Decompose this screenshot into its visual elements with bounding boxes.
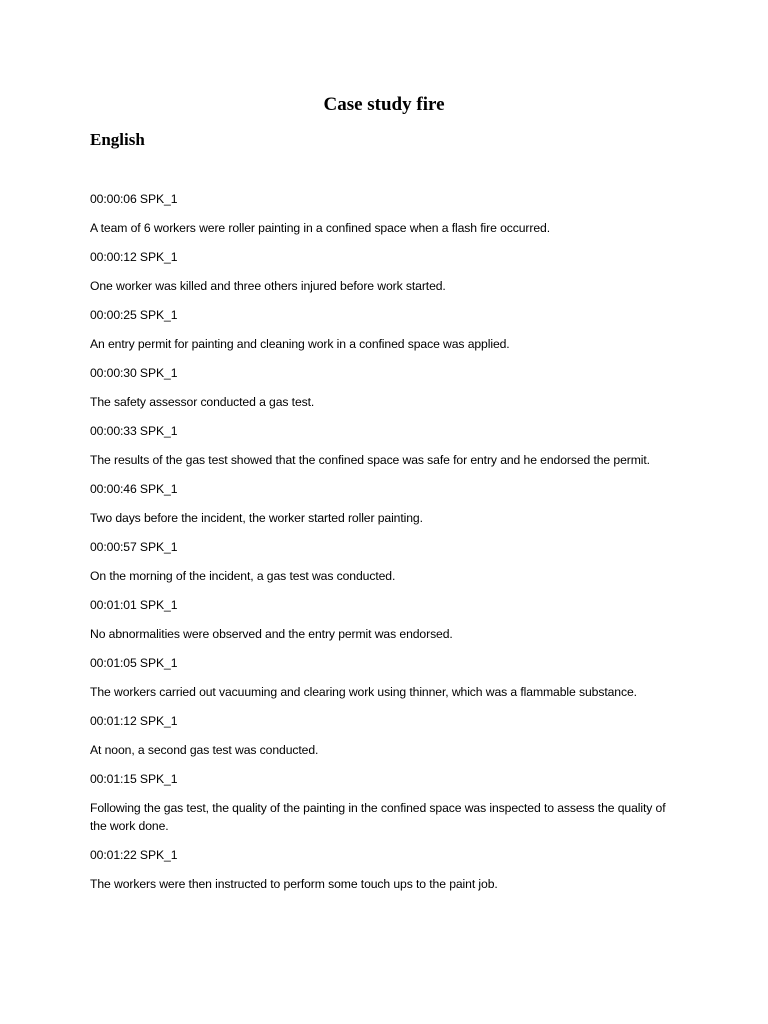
language-heading: English bbox=[90, 130, 145, 149]
transcript-entry bbox=[90, 846, 680, 893]
entry-text: Two days before the incident, the worker started roller painting. bbox=[90, 511, 423, 525]
entry-timestamp: 00:00:12 SPK_1 bbox=[90, 250, 178, 264]
transcript-entry bbox=[90, 538, 680, 585]
transcript-entry bbox=[90, 364, 680, 411]
entry-text: A team of 6 workers were roller painting in a confined space when a flash fire occurred. bbox=[90, 221, 550, 235]
entry-text: The workers carried out vacuuming and clearing work using thinner, which was a flammable substance. bbox=[90, 685, 637, 699]
entry-timestamp: 00:00:25 SPK_1 bbox=[90, 308, 178, 322]
entry-timestamp: 00:01:12 SPK_1 bbox=[90, 714, 178, 728]
transcript-entry bbox=[90, 712, 680, 759]
entry-timestamp: 00:01:15 SPK_1 bbox=[90, 772, 178, 786]
transcript-entry bbox=[90, 248, 680, 295]
entry-timestamp: 00:01:05 SPK_1 bbox=[90, 656, 178, 670]
entry-text: The workers were then instructed to perform some touch ups to the paint job. bbox=[90, 877, 498, 891]
entry-text: The safety assessor conducted a gas test. bbox=[90, 395, 315, 409]
entry-text: On the morning of the incident, a gas test was conducted. bbox=[90, 569, 396, 583]
entry-timestamp: 00:00:06 SPK_1 bbox=[90, 192, 178, 206]
entry-timestamp: 00:00:30 SPK_1 bbox=[90, 366, 178, 380]
entry-timestamp: 00:01:22 SPK_1 bbox=[90, 848, 178, 862]
entry-text: The results of the gas test showed that the confined space was safe for entry and he endorsed the permit. bbox=[90, 453, 650, 467]
entry-timestamp: 00:00:46 SPK_1 bbox=[90, 482, 178, 496]
transcript-entry bbox=[90, 190, 680, 237]
transcript-entry bbox=[90, 422, 680, 469]
entry-text: At noon, a second gas test was conducted. bbox=[90, 743, 319, 757]
transcript-entry bbox=[90, 306, 680, 353]
document-title: Case study fire bbox=[323, 94, 445, 115]
entry-text: Following the gas test, the quality of the painting in the confined space was inspected to assess the quality of the work done. bbox=[90, 801, 666, 833]
entry-text: An entry permit for painting and cleaning work in a confined space was applied. bbox=[90, 337, 510, 351]
transcript-entry bbox=[90, 480, 680, 527]
entry-text: One worker was killed and three others injured before work started. bbox=[90, 279, 446, 293]
transcript-entry bbox=[90, 770, 680, 835]
entry-timestamp: 00:00:33 SPK_1 bbox=[90, 424, 178, 438]
entry-timestamp: 00:00:57 SPK_1 bbox=[90, 540, 178, 554]
entry-timestamp: 00:01:01 SPK_1 bbox=[90, 598, 178, 612]
transcript-entry bbox=[90, 654, 680, 701]
transcript-entry bbox=[90, 596, 680, 643]
transcript bbox=[90, 190, 680, 904]
entry-text: No abnormalities were observed and the entry permit was endorsed. bbox=[90, 627, 453, 641]
